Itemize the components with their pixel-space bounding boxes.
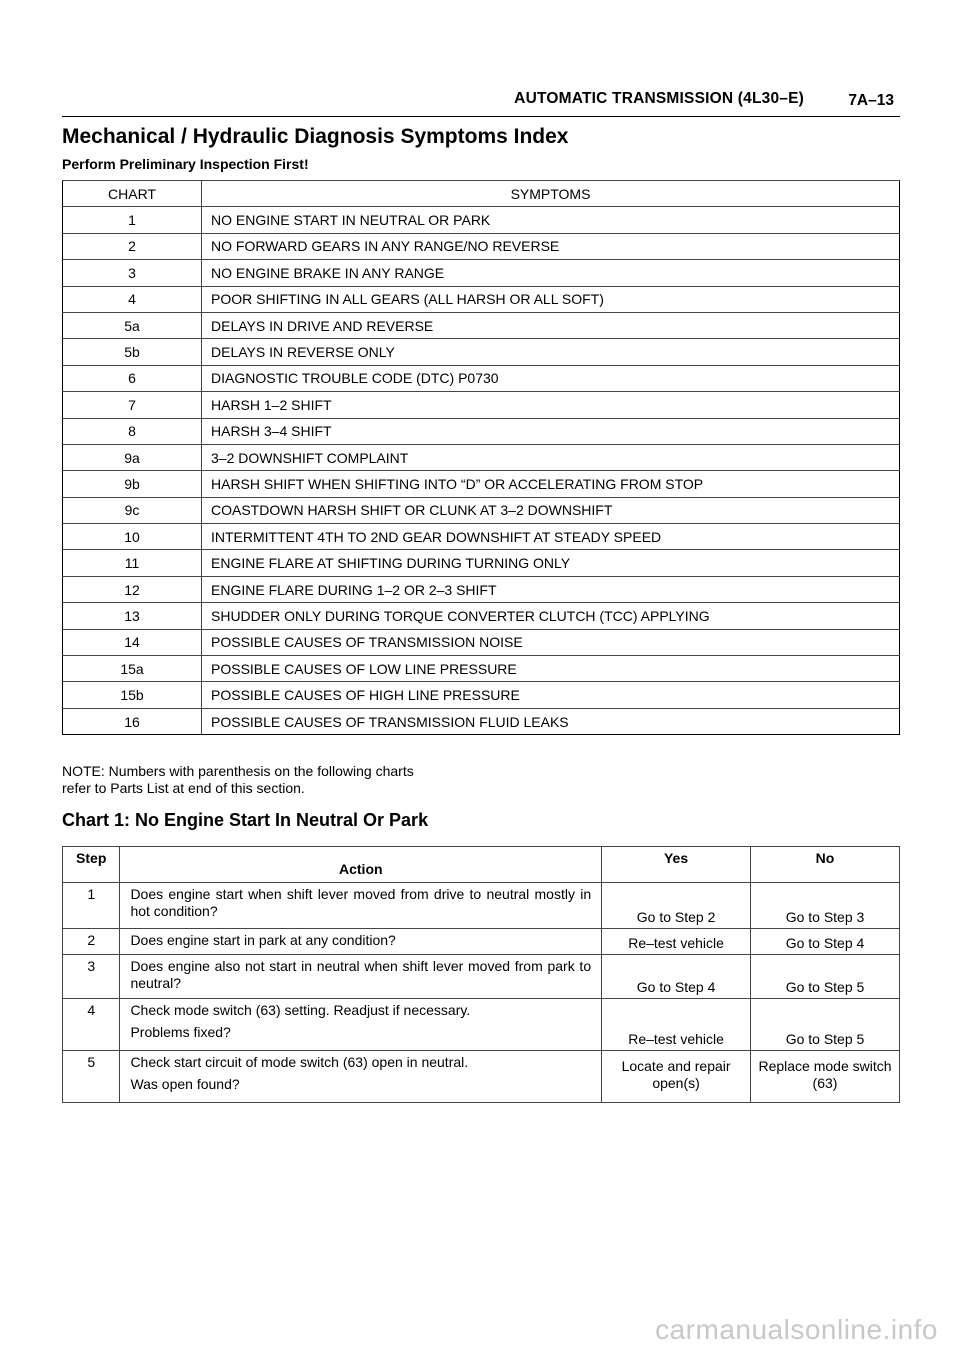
symptom-text: POSSIBLE CAUSES OF LOW LINE PRESSURE bbox=[202, 656, 900, 682]
chart-number: 10 bbox=[63, 524, 202, 550]
yes-result: Locate and repair open(s) bbox=[602, 1051, 751, 1103]
symptom-text: NO FORWARD GEARS IN ANY RANGE/NO REVERSE bbox=[202, 233, 900, 259]
chart-number: 3 bbox=[63, 260, 202, 286]
table-row bbox=[63, 233, 900, 259]
table-row bbox=[63, 1051, 900, 1103]
yes-result: Re–test vehicle bbox=[602, 929, 751, 955]
step-number: 5 bbox=[63, 1051, 120, 1103]
yes-result: Go to Step 4 bbox=[602, 955, 751, 999]
action-cell bbox=[120, 955, 602, 999]
action-cell bbox=[120, 883, 602, 929]
table-row bbox=[63, 312, 900, 338]
table-row bbox=[63, 207, 900, 233]
chart-number: 12 bbox=[63, 576, 202, 602]
symptom-text: DELAYS IN DRIVE AND REVERSE bbox=[202, 312, 900, 338]
table-row bbox=[63, 418, 900, 444]
symptom-text: INTERMITTENT 4TH TO 2ND GEAR DOWNSHIFT AT STEADY SPEED bbox=[202, 524, 900, 550]
column-header-no: No bbox=[751, 847, 900, 883]
chart-number: 4 bbox=[63, 286, 202, 312]
symptom-text: 3–2 DOWNSHIFT COMPLAINT bbox=[202, 444, 900, 470]
no-result: Go to Step 5 bbox=[751, 955, 900, 999]
note bbox=[62, 763, 414, 797]
section-title: Mechanical / Hydraulic Diagnosis Symptoms Index bbox=[62, 125, 569, 148]
table-row bbox=[63, 656, 900, 682]
column-header-step: Step bbox=[63, 847, 120, 883]
symptom-text: POSSIBLE CAUSES OF TRANSMISSION NOISE bbox=[202, 629, 900, 655]
header-title: AUTOMATIC TRANSMISSION (4L30–E) bbox=[514, 90, 804, 107]
table-row bbox=[63, 497, 900, 523]
no-result: Go to Step 5 bbox=[751, 999, 900, 1051]
action-cell bbox=[120, 929, 602, 955]
column-header-action: Action bbox=[120, 847, 602, 883]
table-row bbox=[63, 471, 900, 497]
symptom-text: POSSIBLE CAUSES OF TRANSMISSION FLUID LEAKS bbox=[202, 708, 900, 734]
chart-number: 8 bbox=[63, 418, 202, 444]
chart-number: 6 bbox=[63, 365, 202, 391]
table-row bbox=[63, 576, 900, 602]
step-number: 3 bbox=[63, 955, 120, 999]
chart-header-row bbox=[63, 847, 900, 883]
table-row bbox=[63, 883, 900, 929]
note-line: refer to Parts List at end of this section. bbox=[62, 780, 305, 796]
chart-number: 5b bbox=[63, 339, 202, 365]
yes-result: Re–test vehicle bbox=[602, 999, 751, 1051]
chart-number: 15b bbox=[63, 682, 202, 708]
symptom-text: DELAYS IN REVERSE ONLY bbox=[202, 339, 900, 365]
column-header-symptoms: SYMPTOMS bbox=[202, 181, 900, 207]
section-subtitle: Perform Preliminary Inspection First! bbox=[62, 156, 309, 172]
table-row bbox=[63, 365, 900, 391]
diagnosis-chart-table bbox=[62, 846, 900, 1103]
chart-number: 9a bbox=[63, 444, 202, 470]
table-row bbox=[63, 629, 900, 655]
chart-number: 13 bbox=[63, 603, 202, 629]
chart-number: 15a bbox=[63, 656, 202, 682]
action-text: Check mode switch (63) setting. Readjust if necessary. bbox=[130, 1002, 471, 1018]
action-text: Was open found? bbox=[130, 1076, 240, 1092]
table-row bbox=[63, 955, 900, 999]
symptom-text: SHUDDER ONLY DURING TORQUE CONVERTER CLUTCH (TCC) APPLYING bbox=[202, 603, 900, 629]
chart-number: 1 bbox=[63, 207, 202, 233]
yes-result: Go to Step 2 bbox=[602, 883, 751, 929]
table-row bbox=[63, 286, 900, 312]
chart-number: 5a bbox=[63, 312, 202, 338]
symptom-text: POOR SHIFTING IN ALL GEARS (ALL HARSH OR ALL SOFT) bbox=[202, 286, 900, 312]
table-row bbox=[63, 603, 900, 629]
action-text: Problems fixed? bbox=[130, 1024, 231, 1040]
no-result: Go to Step 4 bbox=[751, 929, 900, 955]
table-row bbox=[63, 524, 900, 550]
table-row bbox=[63, 550, 900, 576]
action-text: Does engine also not start in neutral when shift lever moved from park to neutral? bbox=[130, 958, 592, 991]
chart-number: 2 bbox=[63, 233, 202, 259]
action-text: Does engine start in park at any condition? bbox=[130, 932, 396, 948]
symptom-text: NO ENGINE START IN NEUTRAL OR PARK bbox=[202, 207, 900, 233]
table-row bbox=[63, 708, 900, 734]
symptom-text: COASTDOWN HARSH SHIFT OR CLUNK AT 3–2 DOWNSHIFT bbox=[202, 497, 900, 523]
symptom-text: DIAGNOSTIC TROUBLE CODE (DTC) P0730 bbox=[202, 365, 900, 391]
no-result: Go to Step 3 bbox=[751, 883, 900, 929]
no-result: Replace mode switch (63) bbox=[751, 1051, 900, 1103]
table-row bbox=[63, 999, 900, 1051]
symptom-text: HARSH 1–2 SHIFT bbox=[202, 392, 900, 418]
table-row bbox=[63, 339, 900, 365]
note-line: NOTE: Numbers with parenthesis on the following charts bbox=[62, 763, 414, 779]
table-row bbox=[63, 444, 900, 470]
page-header bbox=[62, 88, 900, 117]
chart-number: 11 bbox=[63, 550, 202, 576]
symptom-text: ENGINE FLARE AT SHIFTING DURING TURNING ONLY bbox=[202, 550, 900, 576]
symptom-text: POSSIBLE CAUSES OF HIGH LINE PRESSURE bbox=[202, 682, 900, 708]
table-row bbox=[63, 260, 900, 286]
symptoms-table bbox=[62, 180, 900, 735]
chart-number: 9b bbox=[63, 471, 202, 497]
chart-number: 9c bbox=[63, 497, 202, 523]
table-row bbox=[63, 929, 900, 955]
column-header-yes: Yes bbox=[602, 847, 751, 883]
step-number: 4 bbox=[63, 999, 120, 1051]
action-text: Check start circuit of mode switch (63) open in neutral. bbox=[130, 1054, 469, 1070]
watermark: carmanualsonline.info bbox=[655, 1314, 938, 1345]
symptom-text: NO ENGINE BRAKE IN ANY RANGE bbox=[202, 260, 900, 286]
step-number: 2 bbox=[63, 929, 120, 955]
symptom-text: HARSH 3–4 SHIFT bbox=[202, 418, 900, 444]
symptoms-header-row bbox=[63, 181, 900, 207]
action-cell bbox=[120, 999, 602, 1051]
chart-number: 16 bbox=[63, 708, 202, 734]
chart-number: 7 bbox=[63, 392, 202, 418]
table-row bbox=[63, 682, 900, 708]
chart-title: Chart 1: No Engine Start In Neutral Or Park bbox=[62, 810, 429, 830]
action-cell bbox=[120, 1051, 602, 1103]
page-number: 7A–13 bbox=[848, 92, 894, 109]
column-header-chart: CHART bbox=[63, 181, 202, 207]
action-text: Does engine start when shift lever moved from drive to neutral mostly in hot condition? bbox=[130, 886, 592, 919]
step-number: 1 bbox=[63, 883, 120, 929]
symptom-text: ENGINE FLARE DURING 1–2 OR 2–3 SHIFT bbox=[202, 576, 900, 602]
table-row bbox=[63, 392, 900, 418]
chart-number: 14 bbox=[63, 629, 202, 655]
symptom-text: HARSH SHIFT WHEN SHIFTING INTO “D” OR ACCELERATING FROM STOP bbox=[202, 471, 900, 497]
